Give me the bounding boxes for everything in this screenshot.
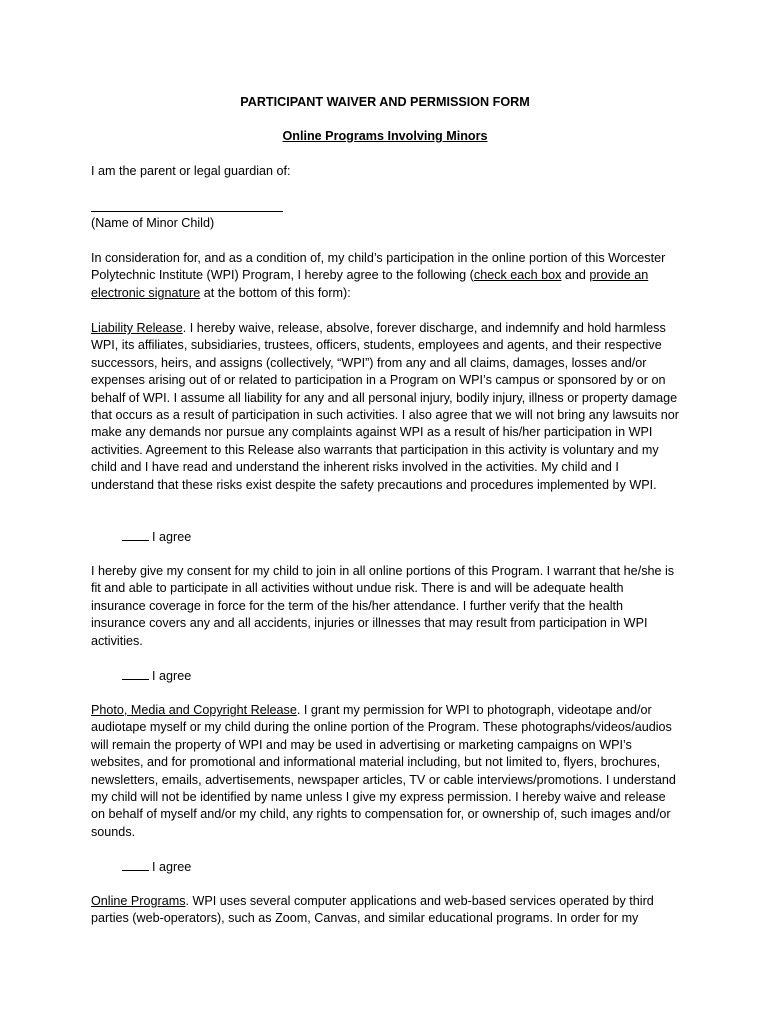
consent-paragraph: I hereby give my consent for my child to join in all online portions of this Program. I warrant that he/she is fit and able to participate in all activities without undue risk. There is and will be adequate health insurance coverage in force for the term of the his/her attendance. I further verify that the health insurance covers any and all accidents, injuries or illnesses that may result from participation in WPI activities. <box>91 564 675 648</box>
form-title: PARTICIPANT WAIVER AND PERMISSION FORM <box>240 95 530 109</box>
form-subtitle: Online Programs Involving Minors <box>282 129 488 143</box>
liability-release-heading: Liability Release <box>91 321 183 335</box>
electronic-signature-text: provide an electronic signature <box>91 268 649 300</box>
photo-release-paragraph: Photo, Media and Copyright Release. I grant my permission for WPI to photograph, videotape and/or audiotape myself or my child during the online portion of the Program. These photographs/videos/audios will remain the property of WPI and may be used in advertising or marketing campaigns on WPI’s websites, and for promotional and informational material including, but not limited to, flyers, brochures, newsletters, emails, advertisements, newspaper articles, TV or cable interviews/promotions. I understand my child will not be identified by name unless I give my express permission. I hereby waive and release on behalf of myself and/or my child, any rights to compensation for, or ownership of, such images and/or sounds. <box>91 703 676 839</box>
online-programs-heading: Online Programs <box>91 894 186 908</box>
photo-release-heading: Photo, Media and Copyright Release <box>91 703 297 717</box>
minor-name-label: (Name of Minor Child) <box>91 216 215 230</box>
agree-label: I agree <box>152 530 192 544</box>
check-each-box-text: check each box <box>473 268 562 283</box>
consideration-paragraph: In consideration for, and as a condition of, my child’s participation in the online portion of this Worcester Polytechnic Institute (WPI) Program, I hereby agree to the following (check each box and provide an electronic signature at the bottom of this form): <box>91 251 666 300</box>
agree-checkbox-photo[interactable] <box>122 858 191 876</box>
agree-checkbox-liability[interactable] <box>122 528 191 546</box>
agree-checkbox-consent[interactable] <box>122 667 191 685</box>
online-programs-paragraph: Online Programs. WPI uses several computer applications and web-based services operated by third parties (web-operators), such as Zoom, Canvas, and similar educational programs. In order for my <box>91 894 654 926</box>
agree-label: I agree <box>152 669 192 683</box>
intro-line: I am the parent or legal guardian of: <box>91 164 291 178</box>
liability-release-paragraph: Liability Release. I hereby waive, release, absolve, forever discharge, and indemnify and hold harmless WPI, its affiliates, subsidiaries, trustees, officers, students, employees and agents, and their respective successors, heirs, and assigns (collectively, “WPI”) from any and all claims, damages, losses and/or expenses arising out of or related to participation in a Program on WPI’s campus or sponsored by or on behalf of WPI. I assume all liability for any and all personal injury, bodily injury, illness or property damage that occurs as a result of participation in such activities. I also agree that we will not bring any lawsuits nor make any demands nor pursue any complaints against WPI as a result of his/her participation in WPI activities. Agreement to this Release also warrants that participation in this activity is voluntary and my child and I have read and understand the inherent risks involved in the activities. My child and I understand that these risks exist despite the safety precautions and procedures implemented by WPI. <box>91 321 679 492</box>
agree-label: I agree <box>152 860 192 874</box>
